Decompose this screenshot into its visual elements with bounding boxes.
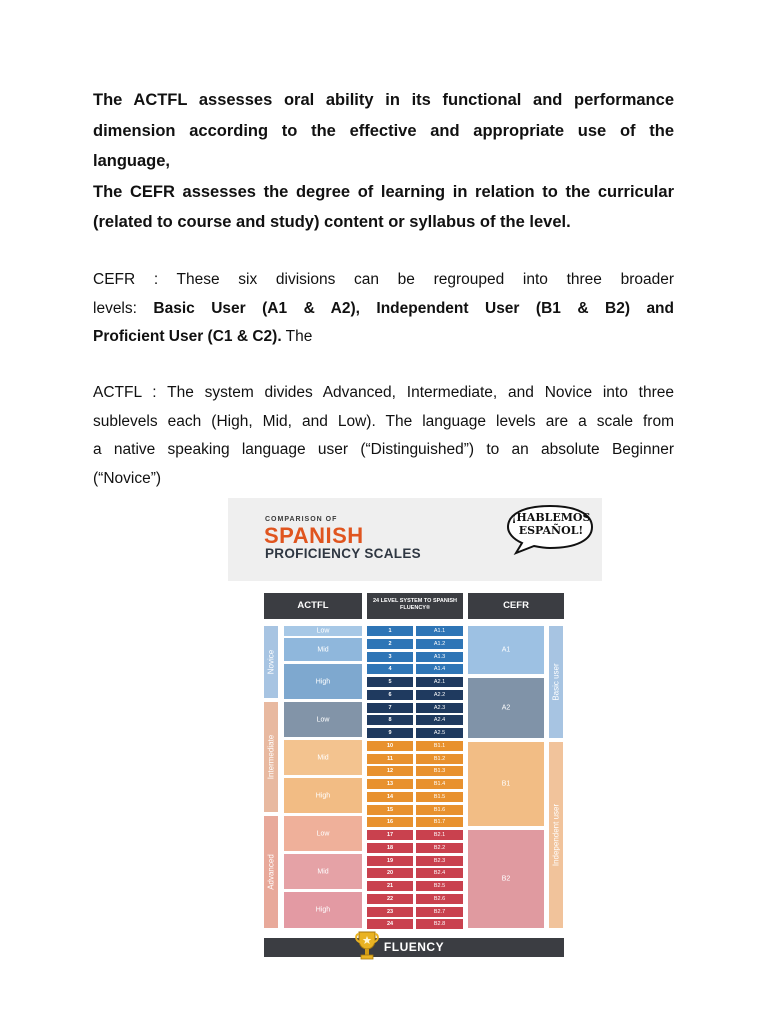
level-code-cell: B2.7 xyxy=(416,907,463,917)
level-code-cell: B1.5 xyxy=(416,792,463,802)
header-kicker: COMPARISON OF xyxy=(265,516,338,523)
column-header-actfl: ACTFL xyxy=(264,593,362,619)
column-header-cefr: CEFR xyxy=(468,593,564,619)
level-number-cell: 13 xyxy=(367,779,413,789)
level-number-cell: 20 xyxy=(367,868,413,878)
level-code-cell: A2.5 xyxy=(416,728,463,738)
text-line: (related to course and study) content or syllabus of the level. xyxy=(93,213,571,231)
box-label: Mid xyxy=(317,754,329,761)
actfl-group-intermediate xyxy=(264,702,278,812)
paragraph-actfl-cefr-comparison xyxy=(93,85,674,238)
level-code-cell: A1.3 xyxy=(416,652,463,662)
level-number-cell: 14 xyxy=(367,792,413,802)
level-number-cell: 18 xyxy=(367,843,413,853)
actfl-group-advanced xyxy=(264,816,278,928)
box-label: Low xyxy=(316,627,330,635)
text-line: CEFR : These six divisions can be regrouped into three broader xyxy=(93,271,674,288)
infographic-header xyxy=(228,498,602,581)
level-number-cell: 12 xyxy=(367,766,413,776)
level-number-cell: 24 xyxy=(367,919,413,929)
level-code-cell: B2.8 xyxy=(416,919,463,929)
proficiency-scales-infographic xyxy=(228,498,602,966)
level-code-cell: B2.3 xyxy=(416,856,463,866)
level-code-cell: B2.6 xyxy=(416,894,463,904)
level-number-cell: 2 xyxy=(367,639,413,649)
actfl-novice-mid xyxy=(284,638,362,661)
level-number-cell: 10 xyxy=(367,741,413,751)
group-label: Independent user xyxy=(551,803,561,867)
header-subtitle: PROFICIENCY SCALES xyxy=(265,546,421,561)
level-code-cell: A2.1 xyxy=(416,677,463,687)
box-label: High xyxy=(315,792,331,799)
text-line: language, xyxy=(93,152,171,170)
trophy-icon xyxy=(355,930,379,964)
level-number-cell: 16 xyxy=(367,817,413,827)
level-number-cell: 6 xyxy=(367,690,413,700)
group-label: Novice xyxy=(266,649,276,675)
level-code-cell: B1.6 xyxy=(416,805,463,815)
box-label: Mid xyxy=(317,646,329,653)
text-run-bold: Basic User (A1 & A2), Independent User (B1 & B2) and xyxy=(153,299,674,317)
actfl-group-novice xyxy=(264,626,278,698)
actfl-advanced-low xyxy=(284,816,362,851)
text-line: a native speaking language user (“Distinguished”) to an absolute Beginner xyxy=(93,441,674,458)
logo-line: ESPAÑOL! xyxy=(518,524,584,537)
text-run: The xyxy=(281,328,313,345)
level-number-cell: 23 xyxy=(367,907,413,917)
level-code-cell: B1.1 xyxy=(416,741,463,751)
level-number-cell: 7 xyxy=(367,703,413,713)
fluency-banner: FLUENCY xyxy=(264,938,564,957)
level-code-cell: B1.4 xyxy=(416,779,463,789)
text-line: The CEFR assesses the degree of learning in relation to the curricular xyxy=(93,182,674,201)
box-label: B1 xyxy=(501,780,511,788)
level-number-cell: 5 xyxy=(367,677,413,687)
level-code-cell: B2.5 xyxy=(416,881,463,891)
logo-line: ¡HABLEMOS xyxy=(511,511,591,524)
actfl-advanced-high xyxy=(284,892,362,928)
group-label: Basic user xyxy=(551,663,561,701)
text-line xyxy=(93,323,674,352)
level-number-cell: 21 xyxy=(367,881,413,891)
cefr-b2 xyxy=(468,830,544,928)
paragraph-actfl xyxy=(93,379,674,493)
box-label: B2 xyxy=(501,875,511,883)
header-title: SPANISH xyxy=(264,523,364,548)
level-number-cell: 15 xyxy=(367,805,413,815)
level-number-cell: 1 xyxy=(367,626,413,636)
level-code-cell: B2.2 xyxy=(416,843,463,853)
text-line: dimension according to the effective and appropriate use of the xyxy=(93,121,674,140)
cefr-b1 xyxy=(468,742,544,826)
level-code-cell: A2.3 xyxy=(416,703,463,713)
level-number-cell: 3 xyxy=(367,652,413,662)
level-code-cell: A1.1 xyxy=(416,626,463,636)
box-label: A1 xyxy=(501,646,511,654)
actfl-intermediate-low xyxy=(284,702,362,737)
actfl-intermediate-mid xyxy=(284,740,362,775)
level-number-cell: 11 xyxy=(367,754,413,764)
level-number-cell: 17 xyxy=(367,830,413,840)
level-code-cell: A2.2 xyxy=(416,690,463,700)
box-label: High xyxy=(315,906,331,914)
text-run-bold: Proficient User (C1 & C2). xyxy=(93,328,282,345)
text-line: sublevels each (High, Mid, and Low). The language levels are a scale from xyxy=(93,412,674,430)
level-number-cell: 4 xyxy=(367,664,413,674)
level-code-cell: A2.4 xyxy=(416,715,463,725)
level-code-cell: A1.4 xyxy=(416,664,463,674)
level-number-cell: 19 xyxy=(367,856,413,866)
box-label: High xyxy=(315,678,331,685)
column-header-24-level: 24 LEVEL SYSTEM TO SPANISH FLUENCY® xyxy=(367,593,463,619)
actfl-intermediate-high xyxy=(284,778,362,813)
actfl-novice-low xyxy=(284,626,362,636)
level-code-cell: A1.2 xyxy=(416,639,463,649)
box-label: Mid xyxy=(317,868,329,875)
level-number-cell: 8 xyxy=(367,715,413,725)
level-code-cell: B1.2 xyxy=(416,754,463,764)
level-number-cell: 9 xyxy=(367,728,413,738)
level-code-cell: B2.1 xyxy=(416,830,463,840)
box-label: A2 xyxy=(501,704,511,712)
group-label: Intermediate xyxy=(266,734,276,780)
cefr-a1 xyxy=(468,626,544,674)
cefr-a2 xyxy=(468,678,544,738)
text-run: levels: xyxy=(93,299,154,317)
level-number-cell: 22 xyxy=(367,894,413,904)
level-code-cell: B1.3 xyxy=(416,766,463,776)
actfl-advanced-mid xyxy=(284,854,362,889)
paragraph-cefr xyxy=(93,266,674,352)
level-code-cell: B1.7 xyxy=(416,817,463,827)
text-line: (“Novice”) xyxy=(93,469,162,487)
box-label: Low xyxy=(316,830,330,837)
logo-text xyxy=(511,511,591,537)
cefr-group-independent-user xyxy=(549,742,563,928)
actfl-novice-high xyxy=(284,664,362,699)
box-label: Low xyxy=(316,716,330,723)
cefr-group-basic-user xyxy=(549,626,563,738)
level-code-cell: B2.4 xyxy=(416,868,463,878)
text-line xyxy=(93,295,674,324)
text-line: ACTFL : The system divides Advanced, Intermediate, and Novice into three xyxy=(93,384,674,401)
text-line: The ACTFL assesses oral ability in its functional and performance xyxy=(93,91,674,109)
group-label: Advanced xyxy=(266,854,276,890)
